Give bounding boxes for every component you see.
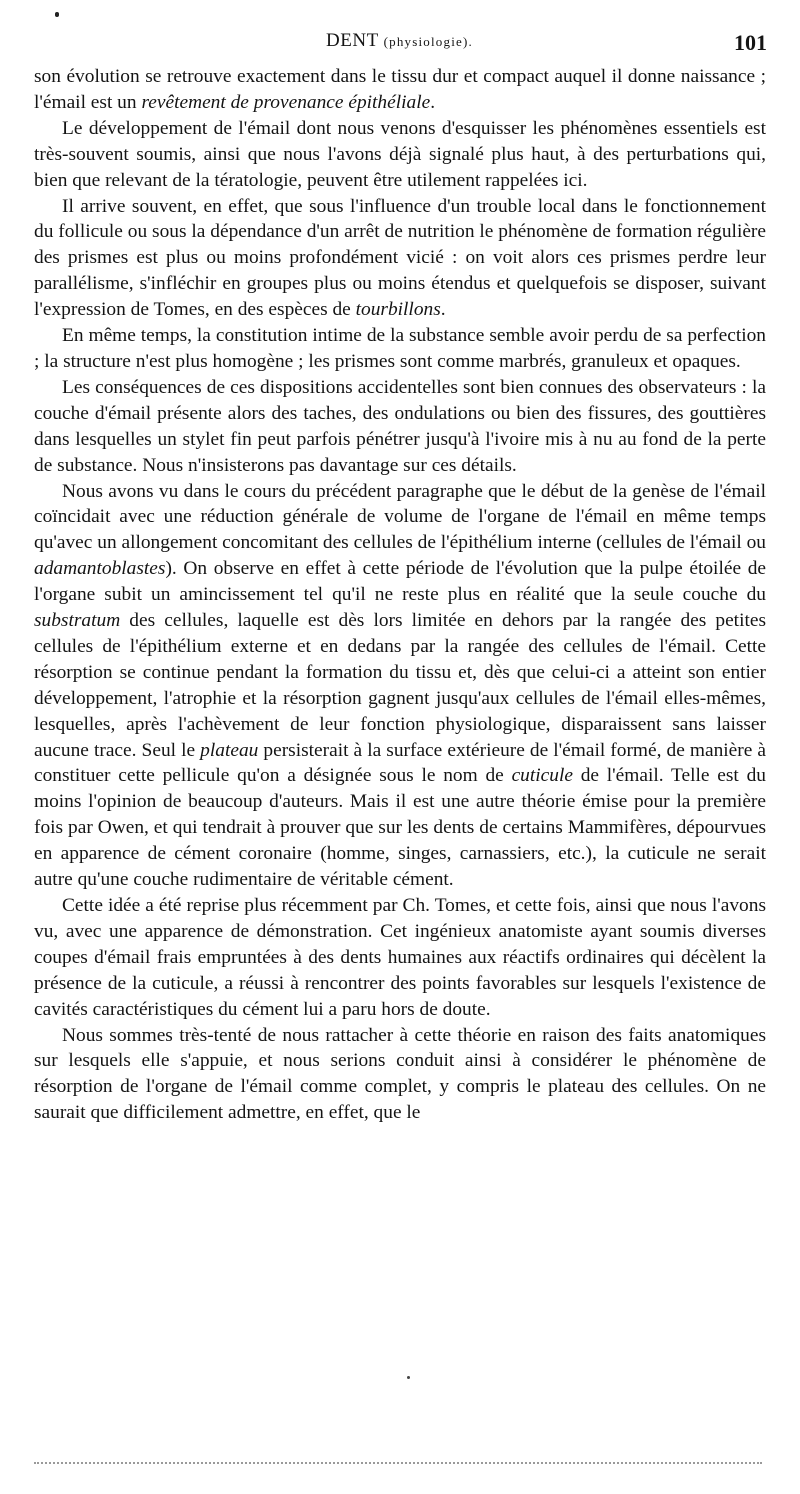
italic-term: substratum (34, 610, 121, 632)
text-run: . (430, 91, 436, 113)
paragraph (34, 1023, 766, 1127)
text-run: . (440, 299, 446, 321)
text-run: des cellules, laquelle est dès lors limitée en dehors par la rangée des petites cellules de l'épithélium externe et en dedans par la rangée des cellules de l'émail. Cette résorption se continue pendant la formation du tissu et, dès que celui-ci a atteint son entier développement, l'atrophie et la résorption gagnent jusqu'aux cellules de l'émail elles-mêmes, lesquelles, après l'achèvement de leur fonction physiologique, disparaissent sans laisser aucune trace. Seul le (34, 610, 766, 761)
text-run: Nous sommes très-tenté de nous rattacher à cette théorie en raison des faits anatomiques sur lesquels elle s'appuie, et nous serions conduit ainsi à considérer le phénomène de résorption de l'organe de l'émail comme complet, y compris le plateau des cellules. On ne saurait que difficilement admettre, en effet, que le (34, 1024, 766, 1124)
text-run: En même temps, la constitution intime de la substance semble avoir perdu de sa perfection ; la structure n'est plus homogène ; les prismes sont comme marbrés, granuleux et opaques. (34, 325, 766, 372)
paragraph (34, 116, 766, 194)
italic-term: tourbillons (355, 299, 441, 321)
italic-term: revêtement de provenance épithéliale (141, 91, 431, 113)
paragraph (34, 375, 766, 479)
running-head (32, 30, 767, 52)
text-run: Nous avons vu dans le cours du précédent paragraphe que le début de la genèse de l'émail coïncidait avec une réduction générale de volume de l'organe de l'émail en même temps qu'avec un allongement concomitant des cellules de l'épithélium interne (cellules de l'émail ou (34, 480, 766, 554)
paragraph (34, 479, 766, 894)
text-run: persisterait à la surface extérieure de l'émail formé, de manière à constituer cette pellicule qu'on a désignée sous le nom de (34, 739, 766, 787)
paragraph (34, 194, 766, 324)
paragraph (34, 893, 766, 1023)
ink-speck (407, 1376, 410, 1379)
paragraph (34, 64, 766, 116)
running-head-subtitle: (physiologie). (383, 34, 473, 49)
text-run: ). On observe en effet à cette période de l'évolution que la pulpe étoilée de l'organe subit un amincissement tel qu'il ne reste plus en réalité que la seule couche du (34, 558, 766, 606)
running-head-title: DENT (326, 30, 379, 51)
italic-term: plateau (200, 739, 259, 761)
page-number: 101 (734, 30, 767, 55)
text-run: de l'émail. Telle est du moins l'opinion de beaucoup d'auteurs. Mais il est une autre théorie émise pour la première fois par Owen, et qui tendrait à prouver que sur les dents de certains Mammifères, dépourvues en apparence de cément coronaire (homme, singes, carnassiers, etc.), la cuticule ne serait autre qu'une couche rudimentaire de véritable cément. (34, 765, 766, 891)
text-run: Il arrive souvent, en effet, que sous l'influence d'un trouble local dans le fonctionnement du follicule ou sous la dépendance d'un arrêt de nutrition le phénomène de formation régulière des prismes est plus ou moins profondément vicié : on voit alors ces prismes perdre leur parallélisme, s'infléchir en groupes plus ou moins étendus et quelquefois se disposer, suivant l'expression de Tomes, en des espèces de (34, 195, 766, 321)
italic-term: cuticule (511, 765, 573, 787)
ink-speck (55, 12, 59, 17)
paragraph (34, 323, 766, 375)
page-header (32, 30, 767, 60)
footer-rule (34, 1462, 762, 1464)
text-run: Cette idée a été reprise plus récemment par Ch. Tomes, et cette fois, ainsi que nous l'avons vu, avec une apparence de démonstration. Cet ingénieux anatomiste ayant soumis diverses coupes d'émail frais empruntées à des dents humaines aux réactifs ordinaires qui décèlent la présence de la cuticule, a réussi à rencontrer des points favorables sur lesquels l'existence de cavités caractéristiques du cément lui a paru hors de doute. (34, 895, 766, 1020)
text-run: Les conséquences de ces dispositions accidentelles sont bien connues des observateurs : la couche d'émail présente alors des taches, des ondulations ou bien des fissures, des gouttières dans lesquelles un stylet fin peut parfois pénétrer jusqu'à l'ivoire mis à nu au fond de la perte de substance. Nous n'insisterons pas davantage sur ces détails. (34, 376, 766, 476)
text-run: son évolution se retrouve exactement dans le tissu dur et compact auquel il donne naissance ; l'émail est un (34, 66, 766, 113)
italic-term: adamantoblastes (34, 558, 166, 580)
text-run: Le développement de l'émail dont nous venons d'esquisser les phénomènes essentiels est très-souvent soumis, ainsi que nous l'avons déjà signalé plus haut, à des perturbations qui, bien que relevant de la tératologie, peuvent être utilement rappelées ici. (34, 117, 766, 191)
body-text (34, 64, 766, 1126)
